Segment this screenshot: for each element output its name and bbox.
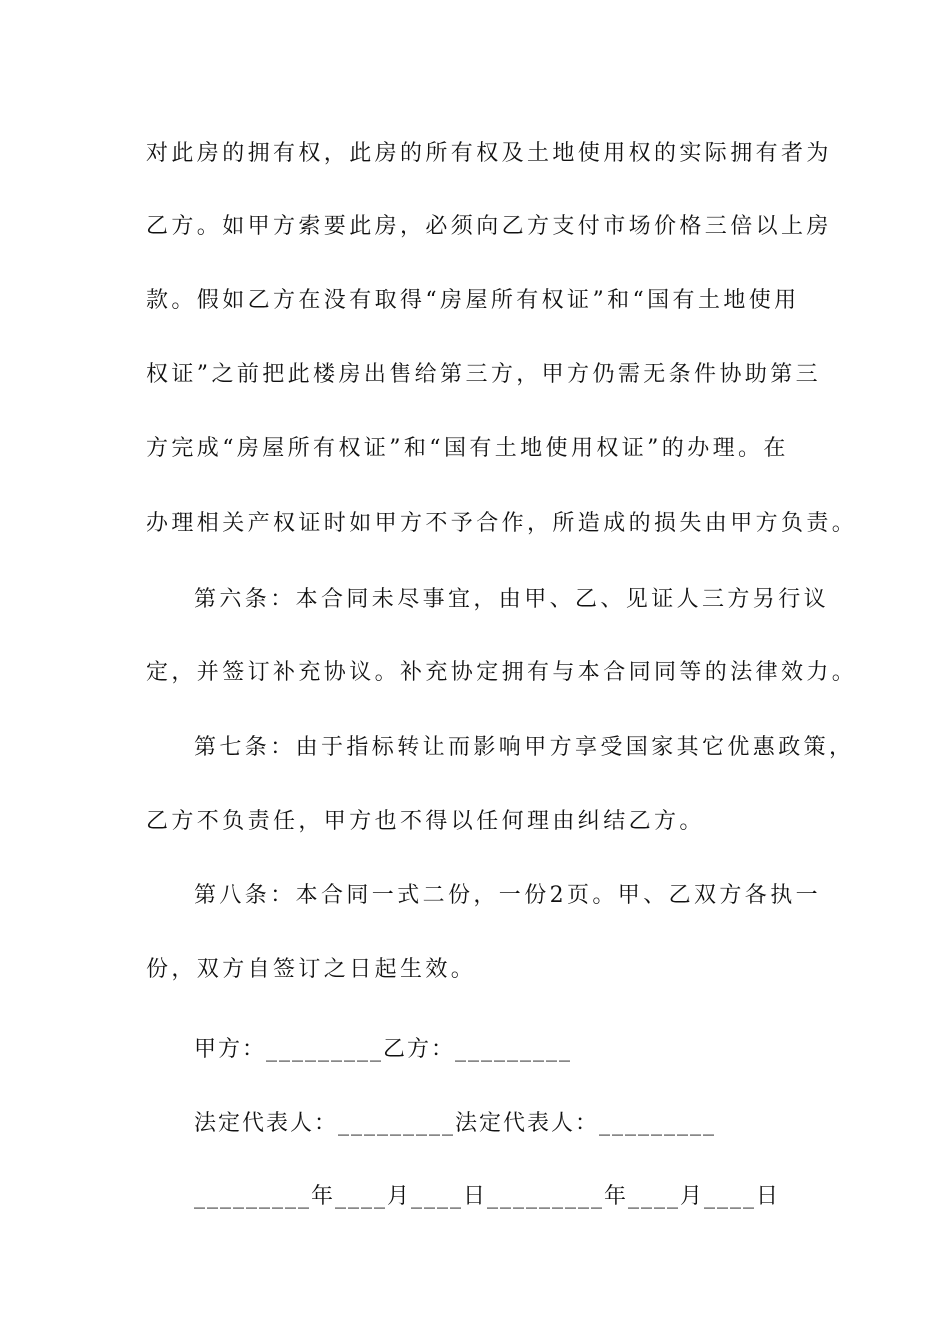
article-7-line: 第七条：由于指标转让而影响甲方享受国家其它优惠政策， [194, 735, 855, 760]
paragraph-line: 乙方。如甲方索要此房，必须向乙方支付市场价格三倍以上房 [146, 214, 832, 239]
article-8-line: 第八条：本合同一式二份，一份2页。甲、乙双方各执一 [194, 883, 821, 908]
article-8-line: 份，双方自签订之日起生效。 [146, 957, 477, 982]
signature-parties: 甲方：_________乙方：_________ [194, 1037, 573, 1062]
paragraph-line: 对此房的拥有权，此房的所有权及土地使用权的实际拥有者为 [146, 141, 832, 166]
paragraph-line: 权证”之前把此楼房出售给第三方，甲方仍需无条件协助第三 [146, 362, 822, 387]
paragraph-line: 款。假如乙方在没有取得“房屋所有权证”和“国有土地使用 [146, 288, 800, 313]
paragraph-line: 方完成“房屋所有权证”和“国有土地使用权证”的办理。在 [146, 436, 789, 461]
article-6-line: 第六条：本合同未尽事宜，由甲、乙、见证人三方另行议 [194, 587, 830, 612]
signature-representatives: 法定代表人：_________法定代表人：_________ [194, 1111, 717, 1136]
article-7-line: 乙方不负责任，甲方也不得以任何理由纠结乙方。 [146, 809, 705, 834]
paragraph-line: 办理相关产权证时如甲方不予合作，所造成的损失由甲方负责。 [146, 511, 858, 536]
signature-dates: _________年____月____日_________年____月____日 [194, 1184, 781, 1209]
article-6-line: 定，并签订补充协议。补充协定拥有与本合同同等的法律效力。 [146, 660, 858, 685]
